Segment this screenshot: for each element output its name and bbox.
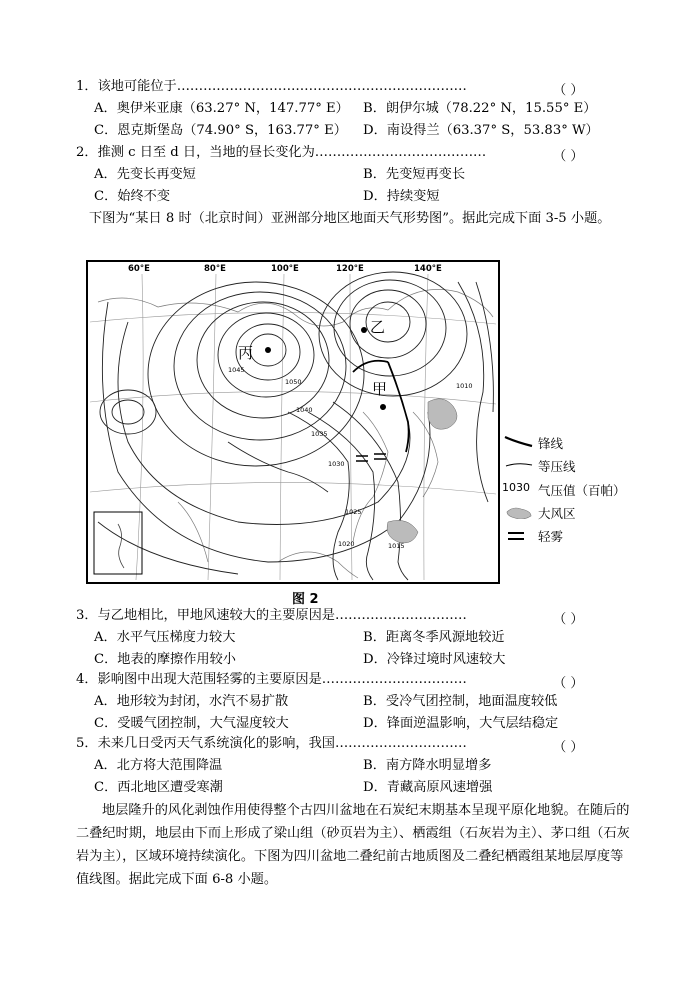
legend-isobar: 等压线 <box>538 459 576 474</box>
place-yi: 乙 <box>370 318 386 336</box>
isobar-label-1050: 1050 <box>285 378 302 386</box>
lon-label-140: 140°E <box>414 264 442 274</box>
q5-option-d: D．青藏高原风速增强 <box>363 780 493 795</box>
q4-option-a: A．地形较为封闭，水汽不易扩散 <box>94 694 289 709</box>
q4-stem: 4．影响图中出现大范围轻雾的主要原因是…………………………… <box>76 672 467 687</box>
section-intro-6-8: 地层隆升的风化剥蚀作用使得整个古四川盆地在石炭纪末期基本呈现平原化地貌。在随后的二叠纪时期，地层由下而上形成了梁山组（砂页岩为主）、栖霞组（石灰岩为主）、茅口组（石灰岩为主），区域环境持续演化。下图为四川盆地二叠纪前古地质图及二叠纪栖霞组某地层厚度等值线图。据此完成下面 6-8 小题。 <box>76 803 630 887</box>
inset-map <box>94 512 142 574</box>
legend-front: 锋线 <box>538 436 564 451</box>
q4-option-d: D．锋面逆温影响，大气层结稳定 <box>363 716 559 731</box>
isobar-label-1025: 1025 <box>345 508 362 516</box>
lon-label-120: 120°E <box>336 264 364 274</box>
place-jia: 甲 <box>372 380 388 398</box>
front-line-legend-icon <box>502 434 536 450</box>
legend-pressure-number: 1030 <box>502 481 530 494</box>
q2-option-b: B．先变短再变长 <box>363 167 466 182</box>
q2-option-c: C．始终不变 <box>94 189 171 204</box>
isobar-label-1030: 1030 <box>328 460 345 468</box>
legend-pressure: 气压值（百帕） <box>538 483 626 498</box>
q3-option-d: D．冷锋过境时风速较大 <box>363 652 506 667</box>
q2-option-a: A．先变长再变短 <box>94 167 196 182</box>
q3-option-a: A．水平气压梯度力较大 <box>94 630 236 645</box>
q5-stem: 5．未来几日受丙天气系统演化的影响，我国………………………… <box>76 736 467 751</box>
isobar-label-1015: 1015 <box>388 542 405 550</box>
q5-option-b: B．南方降水明显增多 <box>363 758 492 773</box>
isobar-legend-icon <box>502 458 536 472</box>
q4-option-c: C．受暖气团控制，大气湿度较大 <box>94 716 289 731</box>
q1-option-d: D．南设得兰（63.37° S，53.83° W） <box>363 123 599 138</box>
lon-label-60: 60°E <box>128 264 150 274</box>
legend-fog: 轻雾 <box>538 529 564 544</box>
q5-option-a: A．北方将大范围降温 <box>94 758 223 773</box>
fog-legend-icon <box>502 529 536 543</box>
q1-stem: 1．该地可能位于………………………………………………………… <box>76 79 467 94</box>
q3-stem: 3．与乙地相比，甲地风速较大的主要原因是………………………… <box>76 608 467 623</box>
weather-map-drawing <box>88 262 498 582</box>
q1-option-b: B．朗伊尔城（78.22° N，15.55° E） <box>363 101 597 116</box>
lon-label-80: 80°E <box>204 264 226 274</box>
q2-stem: 2．推测 c 日至 d 日，当地的昼长变化为………………………………… <box>76 145 487 160</box>
low-pressure-centers <box>265 327 386 410</box>
q2-answer-paren: （ ） <box>553 149 584 164</box>
wind-area-legend-icon <box>502 505 536 519</box>
q1-option-c: C．恩克斯堡岛（74.90° S，163.77° E） <box>94 123 347 138</box>
legend-wind: 大风区 <box>538 506 576 521</box>
strong-wind-areas <box>387 399 457 543</box>
q5-answer-paren: （ ） <box>553 740 584 755</box>
isobar-label-1040: 1040 <box>296 406 313 414</box>
isobar-label-1010: 1010 <box>456 382 473 390</box>
weather-map <box>86 260 500 584</box>
q4-option-b: B．受冷气团控制，地面温度较低 <box>363 694 558 709</box>
q1-option-a: A．奥伊米亚康（63.27° N，147.77° E） <box>94 101 349 116</box>
fog-symbols <box>356 454 386 461</box>
q2-option-d: D．持续变短 <box>363 189 440 204</box>
q3-option-c: C．地表的摩擦作用较小 <box>94 652 236 667</box>
section-intro-3-5: 下图为“某日 8 时（北京时间）亚洲部分地区地面天气形势图”。据此完成下面 3-5 小题。 <box>89 211 611 226</box>
isobar-label-1045: 1045 <box>228 366 245 374</box>
q4-answer-paren: （ ） <box>553 676 584 691</box>
q1-answer-paren: （ ） <box>553 83 584 98</box>
q3-answer-paren: （ ） <box>553 612 584 627</box>
isobar-label-1020: 1020 <box>338 540 355 548</box>
lon-label-100: 100°E <box>271 264 299 274</box>
q3-option-b: B．距离冬季风源地较近 <box>363 630 505 645</box>
q5-option-c: C．西北地区遭受寒潮 <box>94 780 223 795</box>
place-bing: 丙 <box>238 344 254 362</box>
figure-label: 图 2 <box>292 592 319 607</box>
isobar-label-1035: 1035 <box>311 430 328 438</box>
